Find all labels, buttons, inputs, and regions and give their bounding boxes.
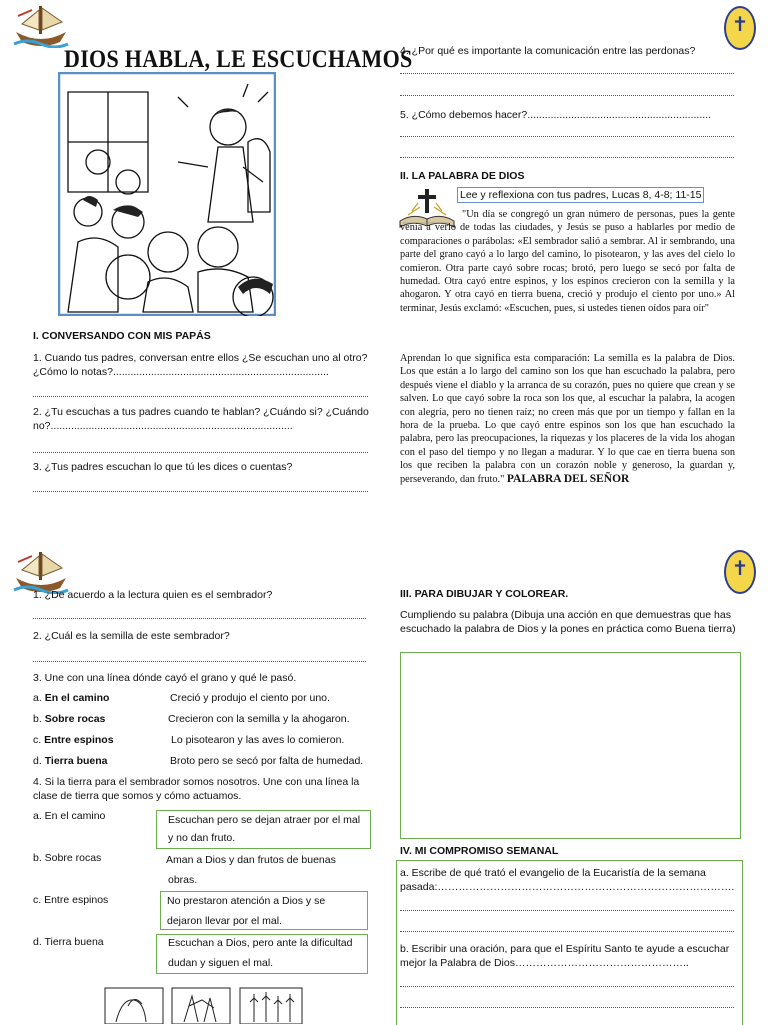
match-result[interactable]: Creció y produjo el ciento por uno. [170, 692, 330, 704]
section-3-text: Cumpliendo su palabra (Dibuja una acción en que demuestras que has escuchado la palabra de Dios y la pones en práctica como Buena tierra) [400, 609, 736, 635]
answer-line[interactable] [400, 1006, 734, 1008]
p2-question-3: 3. Une con una línea dónde cayó el grano y qué le pasó. [33, 672, 297, 684]
match-term[interactable]: b. Sobre rocas [33, 713, 106, 725]
question-5: 5. ¿Cómo debemos hacer?............................................................... [400, 109, 712, 121]
match-answer-box[interactable] [160, 851, 370, 890]
section-2-heading: II. LA PALABRA DE DIOS [400, 170, 525, 182]
question-4: 4. ¿Por qué es importante la comunicación entre las perdonas? [400, 45, 696, 57]
closing-phrase: PALABRA DEL SEÑOR [506, 472, 630, 485]
commitment-b: b. Escribir una oración, para que el Espíritu Santo te ayude a escuchar mejor la Palabra de Dios………………………………………….. [400, 943, 730, 969]
answer-line[interactable] [33, 395, 368, 397]
p2-question-2: 2. ¿Cuál es la semilla de este sembrador? [33, 630, 230, 642]
answer-line[interactable] [400, 985, 734, 987]
match-answer-text: obras. [168, 874, 198, 886]
school-seal-icon [724, 550, 756, 594]
answer-line[interactable] [33, 617, 366, 619]
match-result[interactable]: Crecieron con la semilla y la ahogaron. [168, 713, 350, 725]
match-answer-text: dejaron llevar por el mal. [167, 915, 282, 927]
answer-line[interactable] [400, 156, 734, 158]
children-classroom-illustration [58, 72, 276, 316]
p2-question-1: 1. ¿De acuerdo a la lectura quien es el sembrador? [33, 589, 273, 601]
match-answer-text: Escuchan pero se dejan atraer por el mal [168, 814, 361, 826]
gospel-explanation: Aprendan lo que significa esta comparación: La semilla es la palabra de Dios. Los que están a lo largo del camino son los que han escuchado la palabra, pero después viene el diablo y la arranca de su corazón, pues no quiere que crean y se salven. Lo que cayó sobre la roca son los que, al escuchar la palabra, la acogen con alegría, pero no tienen raíz; no creen más que por un tiempo y fallan en la hora de la prueba. Lo que cayó entre espinos son los que han escuchado la palabra, pero las preocupaciones, la riquezas y los placeres de la vida los ahogan con el paso del tiempo y no llegan a madurar. Y lo que cae en tierra buena son los que reciben la palabra con un corazón noble y generoso, la guardan y, perseverando, dan fruto." PALABRA DEL SEÑOR [400, 353, 735, 485]
drawing-box[interactable] [400, 652, 741, 839]
section-4-heading: IV. MI COMPROMISO SEMANAL [400, 845, 559, 857]
match-term[interactable]: d. Tierra buena [33, 936, 104, 948]
reading-instruction: Lee y reflexiona con tus padres, Lucas 8, 4-8; 11-15 [457, 187, 704, 203]
section-1-heading: I. CONVERSANDO CON MIS PAPÁS [33, 330, 211, 342]
match-term[interactable]: a. En el camino [33, 692, 110, 704]
answer-line[interactable] [400, 930, 734, 932]
match-result[interactable]: Lo pisotearon y las aves lo comieron. [171, 734, 345, 746]
match-term[interactable]: a. En el camino [33, 810, 106, 822]
answer-line[interactable] [400, 909, 734, 911]
boat-logo-icon [12, 2, 70, 48]
match-term[interactable]: c. Entre espinos [33, 894, 109, 906]
match-term[interactable]: d. Tierra buena [33, 755, 108, 767]
match-term[interactable]: c. Entre espinos [33, 734, 114, 746]
gospel-reading: "Un día se congregó un gran número de personas, pues la gente venía a verlo de todas las ciudades, y Jesús se puso a hablarles por medio de comparaciones o parábolas: «El sembrador salió a sembrar. Al ir sembrando, una parte del grano cayó a lo largo del camino, lo pisotearon, y las aves del cielo lo comieron. Otra parte cayó sobre rocas; brotó, pero luego se secó por falta de humedad. Otra cayó entre espinos, y los espinos crecieron con la semilla y la ahogaron. Y otra cayó en tierra buena, creció y produjo el ciento por uno.» Al terminar, Jesús exclamó: «Escuchen, pues, si ustedes tienen oídos para oír" [400, 209, 735, 314]
p2-question-4: 4. Si la tierra para el sembrador somos nosotros. Une con una línea la clase de tierra que somos y cómo actuamos. [33, 776, 360, 802]
answer-line[interactable] [400, 135, 734, 137]
answer-line[interactable] [33, 490, 368, 492]
question-3: 3. ¿Tus padres escuchan lo que tú les dices o cuentas? [33, 461, 293, 473]
section-3-heading: III. PARA DIBUJAR Y COLOREAR. [400, 588, 569, 600]
school-seal-icon [724, 6, 756, 50]
question-2: 2. ¿Tu escuchas a tus padres cuando te hablan? ¿Cuándo si? ¿Cuándo no?................................................................................... [33, 406, 369, 432]
soil-types-illustrations [104, 986, 304, 1024]
match-answer-text: Aman a Dios y dan frutos de buenas [166, 854, 336, 866]
match-answer-box[interactable] [156, 934, 368, 974]
match-result[interactable]: Broto pero se secó por falta de humedad. [170, 755, 364, 767]
match-answer-text: Escuchan a Dios, pero ante la dificultad [168, 937, 353, 949]
match-answer-text: No prestaron atención a Dios y se [167, 895, 326, 907]
question-1: 1. Cuando tus padres, conversan entre ellos ¿Se escuchan uno al otro? ¿Cómo lo notas?.......................................................................... [33, 352, 368, 378]
match-answer-text: dudan y siguen el mal. [168, 957, 274, 969]
match-answer-box[interactable] [156, 810, 371, 849]
match-answer-text: y no dan fruto. [168, 832, 236, 844]
match-answer-box[interactable] [160, 891, 368, 930]
match-term[interactable]: b. Sobre rocas [33, 852, 102, 864]
answer-line[interactable] [400, 72, 734, 74]
commitment-a: a. Escribe de qué trató el evangelio de la Eucaristía de la semana pasada:…………………………………………………………………………. [400, 867, 735, 893]
answer-line[interactable] [33, 660, 366, 662]
answer-line[interactable] [400, 94, 734, 96]
page-title: DIOS HABLA, LE ESCUCHAMOS [64, 44, 413, 73]
answer-line[interactable] [33, 451, 368, 453]
